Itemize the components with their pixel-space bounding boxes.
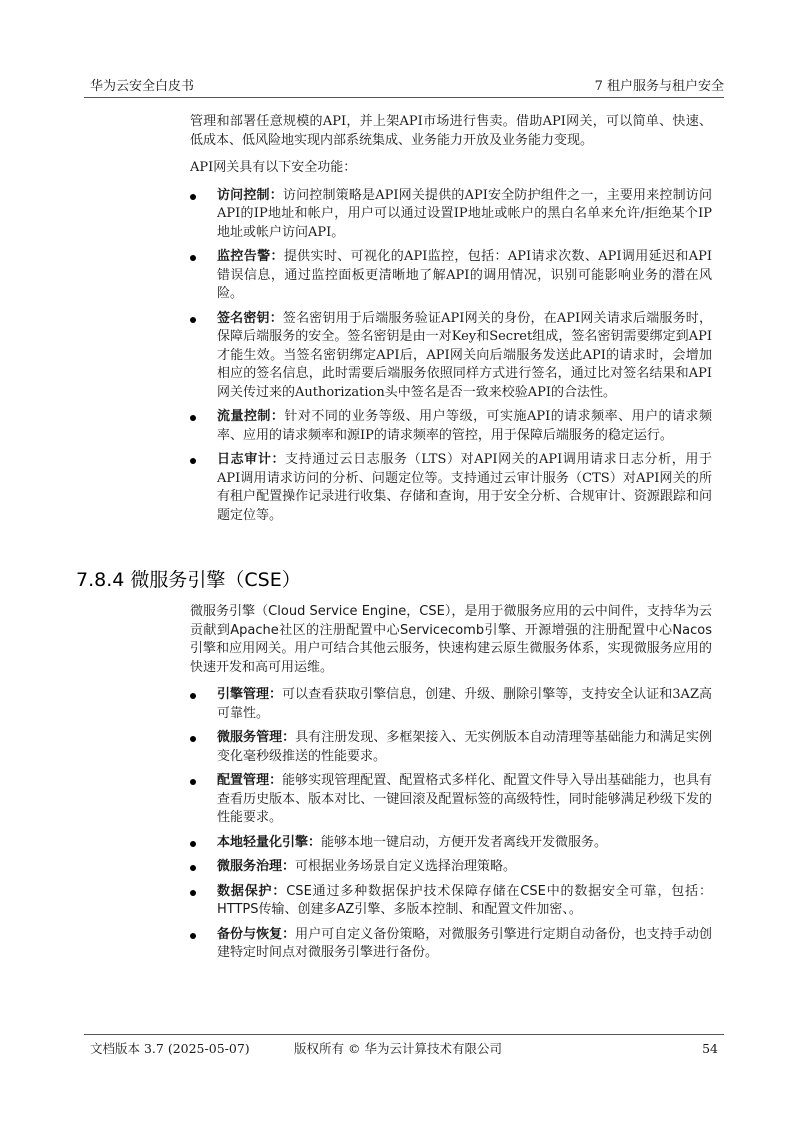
feature-text: 签名密钥用于后端服务验证API网关的身份，在API网关请求后端服务时，保障后端服务的安全。签名密钥是由一对Key和Secret组成，签名密钥需要绑定到API才能生效。当签名密钥绑定API后，API网关向后端服务发送此API的请求时，会增加相应的签名信息，此时需要后端服务依照同样方式进行签名，通过比对签名结果和API网关传过来的Authorization头中签名是否一致来校验API的合法性。 [217,310,712,400]
list-item [190,686,712,723]
feature-term: 日志审计： [217,452,286,467]
feature-text: 访问控制策略是API网关提供的API安全防护组件之一，主要用来控制访问API的IP地址和帐户，用户可以通过设置IP地址或帐户的黑白名单来允许/拒绝某个IP地址或帐户访问API。 [217,187,712,240]
footer-version: 文档版本 3.7 (2025-05-07) [90,1041,250,1056]
page-number: 54 [702,1041,718,1056]
feature-text: 支持通过云日志服务（LTS）对API网关的API调用请求日志分析，用于API调用请求访问的分析、问题定位等。支持通过云审计服务（CTS）对API网关的所有租户配置操作记录进行收集、存储和查询，用于安全分析、合规审计、资源跟踪和问题定位等。 [217,452,712,523]
feature-text: 提供实时、可视化的API监控，包括：API请求次数、API调用延迟和API错误信息，通过监控面板更清晰地了解API的调用情况，识别可能影响业务的潜在风险。 [217,249,712,301]
intro-section [190,113,712,531]
cse-feature-list [190,686,712,963]
list-item [190,310,712,403]
header-doc-title: 华为云安全白皮书 [90,79,195,94]
list-item [190,408,712,445]
header-chapter-title: 7 租户服务与租户安全 [594,79,724,94]
intro-paragraph: 管理和部署任意规模的API，并上架API市场进行售卖。借助API网关，可以简单、快速、低成本、低风险地实现内部系统集成、业务能力开放及业务能力变现。 [190,114,712,148]
footer-divider [84,1034,724,1035]
bullet-icon [190,865,196,871]
feature-term: 配置管理： [217,773,283,788]
feature-text: 用户可自定义备份策略，对微服务引擎进行定期自动备份，也支持手动创建特定时间点对微服务引擎进行备份。 [217,926,712,960]
cse-paragraph: 微服务引擎（Cloud Service Engine，CSE），是用于微服务应用的云中间件，支持华为云贡献到Apache社区的注册配置中心Servicecomb引擎、开源增强的注册配置中心Nacos引擎和应用网关。用户可结合其他云服务，快速构建云原生微服务体系，实现微服务应用的快速开发和高可用运维。 [190,604,712,675]
feature-term: 微服务治理： [217,859,296,874]
feature-text: 可根据业务场景自定义选择治理策略。 [295,859,517,874]
feature-text: 针对不同的业务等级、用户等级，可实施API的请求频率、用户的请求频率、应用的请求频率和源IP的请求频率的管控，用于保障后端服务的稳定运行。 [217,409,712,443]
list-item [190,834,712,853]
header-divider [84,97,724,98]
bullet-icon [190,693,196,699]
feature-text: CSE通过多种数据保护技术保障存储在CSE中的数据安全可靠，包括：HTTPS传输、创建多AZ引擎、多版本控制、和配置文件加密、。 [217,883,712,917]
feature-term: 备份与恢复： [217,926,296,942]
feature-term: 监控告警： [217,249,284,264]
bullet-icon [190,841,196,847]
cse-section [190,603,712,969]
feature-text: 具有注册发现、多框架接入、无实例版本自动清理等基础能力和满足实例变化毫秒级推送的性能要求。 [217,730,712,764]
feature-term: 微服务管理： [217,730,296,745]
intro-lead: API网关具有以下安全功能： [190,160,357,175]
feature-text: 能够实现管理配置、配置格式多样化、配置文件导入导出基础能力，也具有查看历史版本、版本对比、一键回滚及配置标签的高级特性，同时能够满足秒级下发的性能要求。 [217,773,712,825]
bullet-icon [190,933,196,939]
bullet-icon [190,736,196,742]
bullet-icon [190,317,196,323]
feature-text: 能够本地一键启动，方便开发者离线开发微服务。 [321,834,608,850]
list-item [190,772,712,828]
list-item [190,187,712,243]
section-heading: 7.8.4 微服务引擎（CSE） [76,569,301,591]
page-footer [84,1040,724,1058]
bullet-icon [190,255,196,261]
list-item [190,883,712,920]
feature-term: 本地轻量化引擎： [217,834,322,850]
bullet-icon [190,890,196,896]
bullet-icon [190,458,196,464]
page-header [84,78,724,96]
bullet-icon [190,194,196,200]
feature-term: 数据保护： [217,883,287,899]
list-item [190,451,712,525]
feature-term: 流量控制： [217,409,285,424]
list-item [190,729,712,766]
feature-text: 可以查看获取引擎信息，创建、升级、删除引擎等，支持安全认证和3AZ高可靠性。 [217,687,712,721]
list-item [190,248,712,304]
api-feature-list [190,187,712,526]
list-item [190,858,712,877]
feature-term: 访问控制： [217,187,283,203]
feature-term: 签名密钥： [217,310,283,326]
bullet-icon [190,779,196,785]
footer-copyright: 版权所有 © 华为云计算技术有限公司 [294,1041,502,1056]
list-item [190,926,712,963]
bullet-icon [190,415,196,421]
feature-term: 引擎管理： [217,687,283,702]
